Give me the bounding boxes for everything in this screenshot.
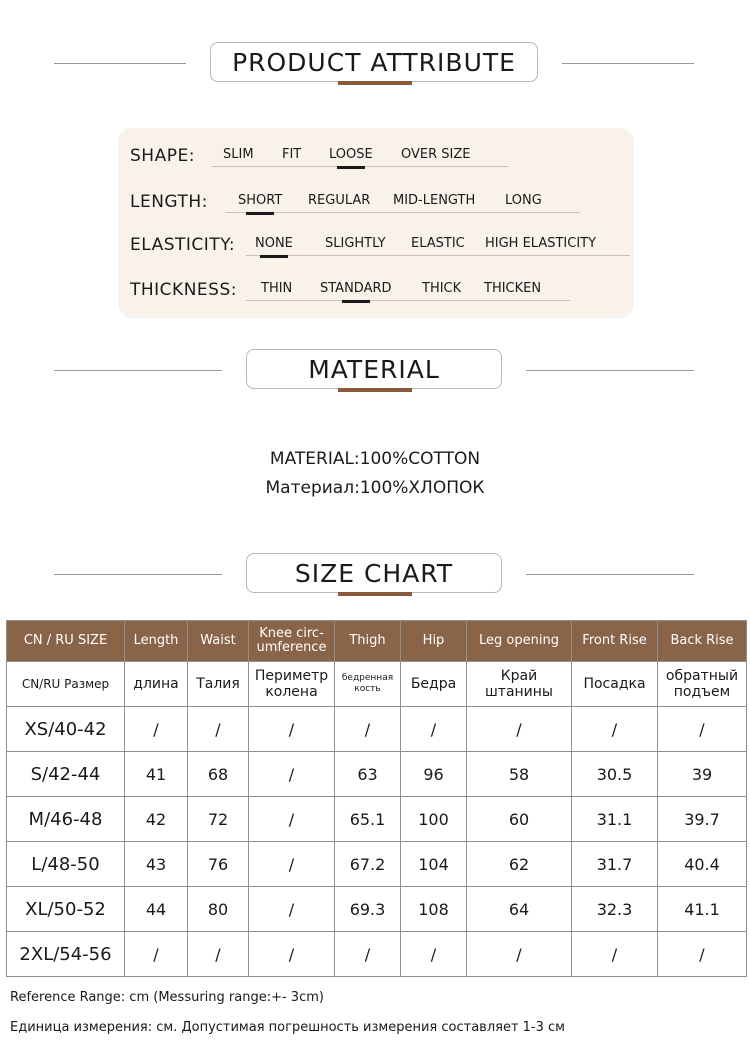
attribute-rule: [246, 255, 630, 256]
thigh-cell: /: [335, 932, 401, 977]
header-ru-thigh: бедренная кость: [335, 662, 401, 707]
waist-cell: 80: [188, 887, 249, 932]
leg-opening-cell: 64: [467, 887, 572, 932]
size-cell: L/48-50: [7, 842, 125, 887]
thigh-cell: /: [335, 707, 401, 752]
option-fit: FIT: [282, 147, 302, 162]
waist-cell: 72: [188, 797, 249, 842]
header-knee: Knee circ-umference: [249, 621, 335, 662]
front-rise-cell: 31.1: [572, 797, 658, 842]
section-title: [210, 42, 538, 82]
length-cell: /: [125, 932, 188, 977]
reference-range-note-ru: Единица измерения: см. Допустимая погрешность измерения составляет 1-3 см: [10, 1020, 565, 1035]
waist-cell: /: [188, 932, 249, 977]
material-line-ru: Материал:100%ХЛОПОК: [265, 478, 485, 498]
attribute-label: LENGTH:: [130, 192, 208, 212]
size-cell: M/46-48: [7, 797, 125, 842]
hip-cell: /: [401, 932, 467, 977]
back-rise-cell: 40.4: [658, 842, 747, 887]
front-rise-cell: 30.5: [572, 752, 658, 797]
waist-cell: 76: [188, 842, 249, 887]
waist-cell: /: [188, 707, 249, 752]
divider-right: [526, 574, 694, 575]
option-slim: SLIM: [223, 147, 254, 162]
attribute-panel: [118, 128, 634, 318]
table-header-row-ru: [7, 662, 747, 707]
header-hip: Hip: [401, 621, 467, 662]
knee-cell: /: [249, 707, 335, 752]
thigh-cell: 67.2: [335, 842, 401, 887]
length-cell: /: [125, 707, 188, 752]
size-chart-title: SIZE CHART: [294, 558, 454, 588]
table-header-row-en: [7, 621, 747, 662]
thigh-cell: 65.1: [335, 797, 401, 842]
attribute-row-elasticity: [130, 229, 630, 259]
divider-left: [54, 63, 186, 64]
product-attribute-title: PRODUCT ATTRIBUTE: [232, 47, 516, 77]
knee-cell: /: [249, 752, 335, 797]
length-cell: 41: [125, 752, 188, 797]
header-leg-opening: Leg opening: [467, 621, 572, 662]
knee-cell: /: [249, 797, 335, 842]
size-cell: XL/50-52: [7, 887, 125, 932]
divider-right: [562, 63, 694, 64]
hip-cell: 108: [401, 887, 467, 932]
attribute-label: ELASTICITY:: [130, 235, 236, 255]
option-loose-selected: LOOSE: [329, 147, 373, 162]
reference-range-note-en: Reference Range: cm (Messuring range:+- 3cm): [10, 990, 324, 1005]
option-long: LONG: [505, 193, 542, 208]
back-rise-cell: 39: [658, 752, 747, 797]
header-front-rise: Front Rise: [572, 621, 658, 662]
option-high-elasticity: HIGH ELASTICITY: [485, 236, 597, 251]
leg-opening-cell: 58: [467, 752, 572, 797]
divider-left: [54, 574, 222, 575]
knee-cell: /: [249, 932, 335, 977]
option-none-selected: NONE: [255, 236, 293, 251]
length-cell: 42: [125, 797, 188, 842]
knee-cell: /: [249, 887, 335, 932]
title-accent-bar: [338, 388, 412, 392]
attribute-rule: [246, 300, 570, 301]
table-row: [7, 707, 747, 752]
header-ru-front-rise: Посадка: [572, 662, 658, 707]
material-line-en: MATERIAL:100%COTTON: [269, 449, 481, 469]
material-title: MATERIAL: [308, 354, 440, 384]
section-title: [246, 553, 502, 593]
option-elastic: ELASTIC: [411, 236, 465, 251]
material-header: [0, 349, 750, 409]
attribute-label: THICKNESS:: [130, 280, 237, 300]
title-accent-bar: [338, 81, 412, 85]
attribute-rule: [226, 212, 580, 213]
option-short-selected: SHORT: [238, 193, 283, 208]
option-regular: REGULAR: [308, 193, 371, 208]
option-standard-selected: STANDARD: [320, 281, 392, 296]
hip-cell: 96: [401, 752, 467, 797]
back-rise-cell: 41.1: [658, 887, 747, 932]
header-ru-leg-opening: Край штанины: [467, 662, 572, 707]
table-row: [7, 752, 747, 797]
header-ru-back-rise: обратный подъем: [658, 662, 747, 707]
leg-opening-cell: /: [467, 932, 572, 977]
header-ru-size: CN/RU Размер: [7, 662, 125, 707]
front-rise-cell: 32.3: [572, 887, 658, 932]
size-chart-header: [0, 553, 750, 613]
length-cell: 43: [125, 842, 188, 887]
header-size: CN / RU SIZE: [7, 621, 125, 662]
size-cell: XS/40-42: [7, 707, 125, 752]
option-slightly: SLIGHTLY: [325, 236, 386, 251]
section-title: [246, 349, 502, 389]
attribute-row-thickness: [130, 274, 630, 304]
table-row: [7, 797, 747, 842]
option-thick: THICK: [422, 281, 462, 296]
header-ru-length: длина: [125, 662, 188, 707]
divider-left: [54, 370, 222, 371]
size-cell: S/42-44: [7, 752, 125, 797]
thigh-cell: 69.3: [335, 887, 401, 932]
leg-opening-cell: 62: [467, 842, 572, 887]
front-rise-cell: /: [572, 707, 658, 752]
table-row: [7, 842, 747, 887]
size-cell: 2XL/54-56: [7, 932, 125, 977]
header-back-rise: Back Rise: [658, 621, 747, 662]
leg-opening-cell: 60: [467, 797, 572, 842]
hip-cell: 100: [401, 797, 467, 842]
size-chart-table: [6, 620, 747, 977]
header-ru-knee: Периметр колена: [249, 662, 335, 707]
option-mid-length: MID-LENGTH: [393, 193, 476, 208]
front-rise-cell: 31.7: [572, 842, 658, 887]
header-waist: Waist: [188, 621, 249, 662]
title-accent-bar: [338, 592, 412, 596]
knee-cell: /: [249, 842, 335, 887]
table-row: [7, 932, 747, 977]
attribute-row-shape: [130, 140, 630, 170]
leg-opening-cell: /: [467, 707, 572, 752]
header-ru-waist: Талия: [188, 662, 249, 707]
header-thigh: Thigh: [335, 621, 401, 662]
header-ru-hip: Бедра: [401, 662, 467, 707]
option-over-size: OVER SIZE: [401, 147, 471, 162]
attribute-row-length: [130, 186, 630, 216]
header-length: Length: [125, 621, 188, 662]
table-row: [7, 887, 747, 932]
back-rise-cell: 39.7: [658, 797, 747, 842]
divider-right: [526, 370, 694, 371]
option-thin: THIN: [261, 281, 293, 296]
length-cell: 44: [125, 887, 188, 932]
thigh-cell: 63: [335, 752, 401, 797]
back-rise-cell: /: [658, 932, 747, 977]
front-rise-cell: /: [572, 932, 658, 977]
product-attribute-header: [0, 42, 750, 102]
hip-cell: /: [401, 707, 467, 752]
hip-cell: 104: [401, 842, 467, 887]
back-rise-cell: /: [658, 707, 747, 752]
option-thicken: THICKEN: [484, 281, 542, 296]
waist-cell: 68: [188, 752, 249, 797]
attribute-label: SHAPE:: [130, 146, 195, 166]
